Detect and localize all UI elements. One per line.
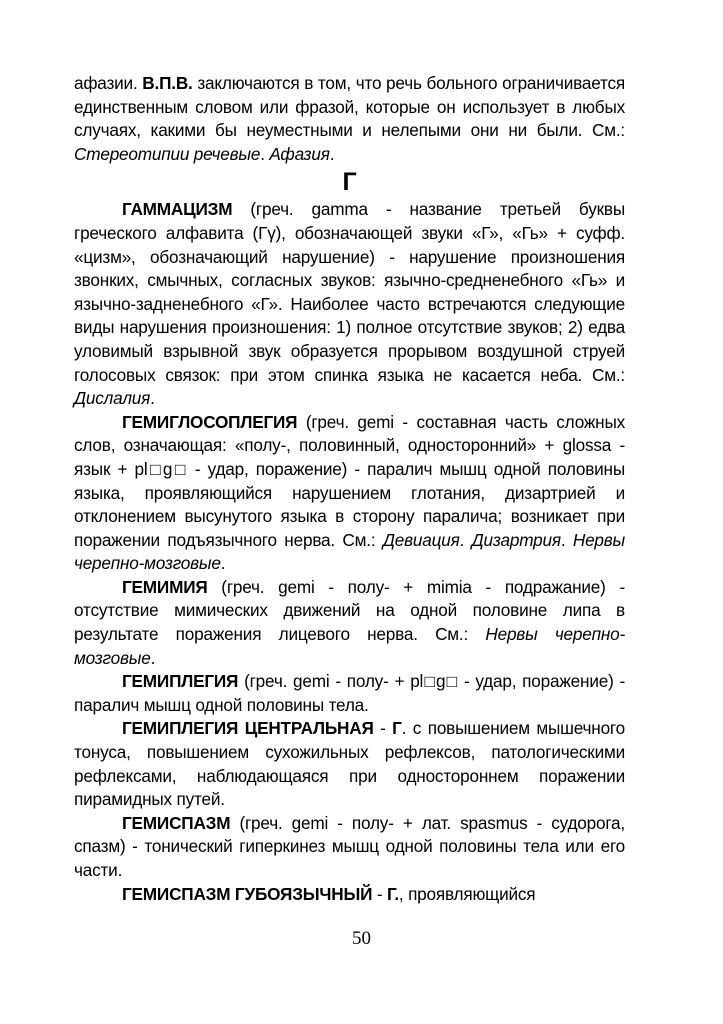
entry-body: (греч. gemi - составная часть сложных слов, означающая: «полу-, половинный, односторонний» + glossa - язык + pl□g□ - удар, поражение) - паралич мышц одной половины языка, проявляющийся нарушением глотания, дизартрией и отклонением высунутого языка в сторону паралича; возникает при поражении подъязычного нерва. См.: — [74, 411, 625, 550]
entry-gemiplegiya — [74, 670, 625, 717]
entry-term: ГЕМИМИЯ — [122, 576, 208, 597]
entry-abbreviation: Г — [392, 718, 402, 739]
entry-term: ГЕМИПЛЕГИЯ ЦЕНТРАЛЬНАЯ — [122, 718, 374, 739]
entry-gemiglosoplegiya: ГЕМИГЛОСОПЛЕГИЯ (греч. gemi - составная часть сложных слов, означающая: «полу-, половинный, односторонний» + glossa - язык + pl□g□ - удар, поражение) - паралич мышц одной половины языка, проявляющийся нарушением глотания, дизартрией и отклонением высунутого языка в сторону паралича; возникает при поражении подъязычного нерва. См.: Девиация. Дизартрия. Нервы черепно-мозговые. — [74, 411, 626, 574]
term: В.П.В. — [142, 73, 193, 93]
entry-body: . с повышением мышечного тонуса, повышением сухожильных рефлексов, патологическими рефлексами, наблюдающаяся при одностороннем поражении пирамидных путей. — [74, 718, 625, 810]
entry-abbreviation: Г. — [386, 883, 399, 904]
entry-term: ГАММАЦИЗМ — [122, 199, 233, 220]
entry-gemispazm-guboyazychny: ГЕМИСПАЗМ ГУБОЯЗЫЧНЫЙ - Г., проявляющийся — [122, 883, 536, 904]
cross-reference: Нервы черепно-мозговые — [74, 529, 626, 574]
entry-term: ГЕМИПЛЕГИЯ — [122, 671, 239, 692]
cross-reference: Стереотипии речевые — [74, 143, 261, 164]
cross-reference: Нервы черепно-мозговые — [74, 624, 625, 668]
entry-body: , проявляющийся — [398, 883, 536, 904]
entry-term: ГЕМИСПАЗМ ГУБОЯЗЫЧНЫЙ — [122, 883, 373, 904]
entry-gemispazm — [74, 812, 625, 883]
entry-term: ГЕМИСПАЗМ — [122, 812, 231, 833]
entry-body: (греч. gemi - полу- + mimia - подражание) - отсутствие мимических движений на одной половине липа в результате поражения лицевого нерва. См.: — [74, 576, 625, 645]
entry-term: ГЕМИГЛОСОПЛЕГИЯ — [122, 411, 298, 432]
entry-gemimiya: ГЕМИМИЯ (греч. gemi - полу- + mimia - подражание) - отсутствие мимических движений на одной половине липа в результате поражения лицевого нерва. См.: Нервы черепно-мозговые. — [74, 576, 625, 668]
cross-reference: Афазия — [269, 143, 330, 164]
entry-gemiplegiya-centralnaya: ГЕМИПЛЕГИЯ ЦЕНТРАЛЬНАЯ - Г. с повышением мышечного тонуса, повышением сухожильных рефлексов, патологическими рефлексами, наблюдающаяся при одностороннем поражении пирамидных путей. — [74, 718, 625, 810]
entry-body: (греч. gemi - полу- + лат. spasmus - судорога, спазм) - тонический гиперкинез мышц одной половины тела или его части. — [74, 812, 625, 880]
entry-gammacizm: ГАММАЦИЗМ (греч. gamma - название третьей буквы греческого алфавита (Гγ), обозначающей звуки «Г», «Гь» + суфф. «цизм», обозначающий нарушение) - нарушение произношения звонких, смычных, согласных звуков: язычно-средненебного «Гь» и язычно-задненебного «Г». Наиболее часто встречаются следующие виды нарушения произношения: 1) полное отсутствие звуков; 2) едва уловимый взрывной звук образуется прорывом воздушной струей голосовых связок: при этом спинка языка не касается неба. См.: Дислалия. — [74, 199, 625, 409]
section-letter: Г — [342, 168, 357, 197]
dictionary-text — [74, 72, 625, 906]
cross-reference: Дислалия — [74, 388, 151, 409]
page-number: 50 — [352, 928, 371, 949]
entry-body: (греч. gemi - полу- + pl□g□ - удар, поражение) - паралич мышц одной половины тела. — [74, 671, 625, 715]
entry-body: (греч. gamma - название третьей буквы греческого алфавита (Гγ), обозначающей звуки «Г», «Гь» + суфф. «цизм», обозначающий нарушение) - нарушение произношения звонких, смычных, согласных звуков: язычно-средненебного «Гь» и язычно-задненебного «Г». Наиболее часто встречаются следующие виды нарушения произношения: 1) полное отсутствие звуков; 2) едва уловимый взрывной звук образуется прорывом воздушной струей голосовых связок: при этом спинка языка не касается неба. См.: — [74, 199, 625, 385]
intro-paragraph: афазии. В.П.В. заключаются в том, что речь больного ограничивается единственным словом или фразой, которые он использует в любых случаях, какими бы неуместными и нелепыми они ни были. См.: Стереотипии речевые. Афазия. — [74, 73, 625, 164]
cross-reference: Девиация — [382, 529, 460, 550]
cross-reference: Дизартрия — [471, 529, 561, 550]
